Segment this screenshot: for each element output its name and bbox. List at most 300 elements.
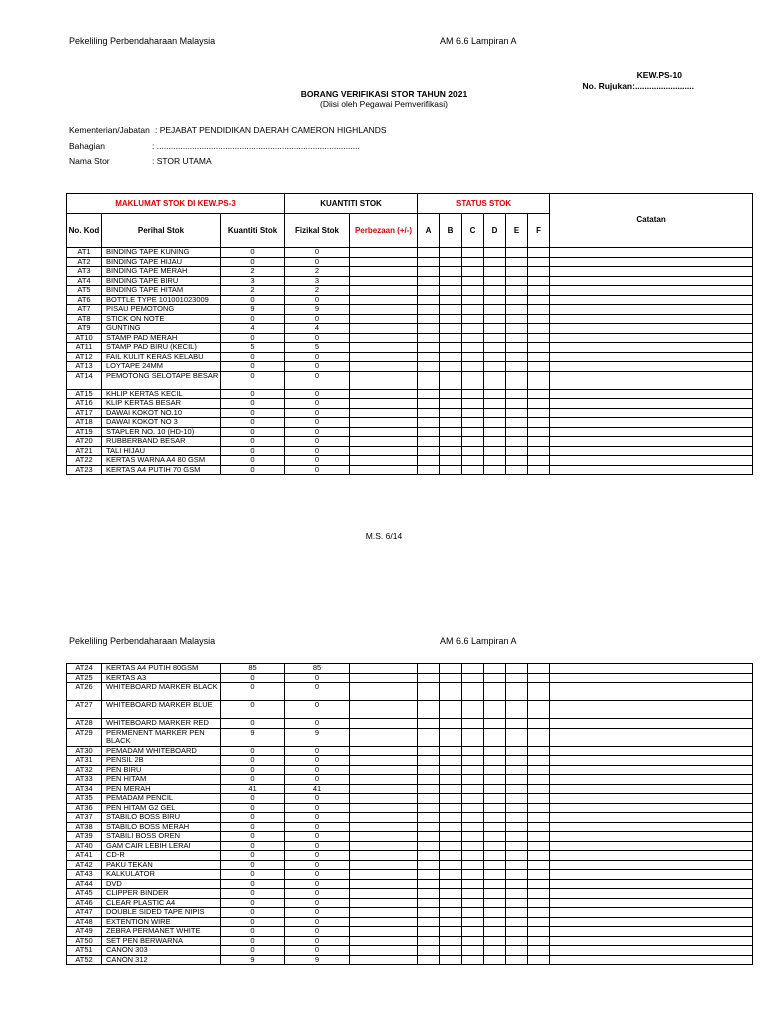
- stock-quantity: 0: [221, 248, 285, 258]
- stock-quantity: 0: [221, 295, 285, 305]
- item-description: STAPLER NO. 10 (HD-10): [102, 427, 221, 437]
- status-a-cell: [418, 333, 440, 343]
- status-e-cell: [506, 784, 528, 794]
- item-description: BOTTLE TYPE 101001023009: [102, 295, 221, 305]
- status-b-cell: [440, 427, 462, 437]
- item-code: AT27: [67, 701, 102, 719]
- difference-cell: [350, 879, 418, 889]
- difference-cell: [350, 352, 418, 362]
- status-c-cell: [462, 673, 484, 683]
- notes-cell: [550, 389, 753, 399]
- item-description: KERTAS A4 PUTIH 80GSM: [102, 664, 221, 674]
- item-code: AT7: [67, 305, 102, 315]
- item-description: FAIL KULIT KERAS KELABU: [102, 352, 221, 362]
- table-row: [67, 936, 753, 946]
- store-label: Nama Stor: [69, 156, 110, 166]
- status-d-cell: [484, 784, 506, 794]
- status-e-cell: [506, 673, 528, 683]
- status-a-cell: [418, 314, 440, 324]
- status-e-cell: [506, 333, 528, 343]
- item-description: WHITEBOARD MARKER RED: [102, 719, 221, 729]
- status-b-cell: [440, 673, 462, 683]
- status-c-cell: [462, 728, 484, 746]
- status-c-cell: [462, 719, 484, 729]
- item-code: AT24: [67, 664, 102, 674]
- appendix-header: AM 6.6 Lampiran A: [440, 36, 517, 46]
- status-e-cell: [506, 889, 528, 899]
- status-e-cell: [506, 362, 528, 372]
- notes-cell: [550, 728, 753, 746]
- status-f-cell: [528, 917, 550, 927]
- notes-cell: [550, 352, 753, 362]
- status-a-cell: [418, 418, 440, 428]
- stock-rows-page-2: [67, 664, 753, 965]
- status-c-cell: [462, 908, 484, 918]
- circular-header: Pekeliling Perbendaharaan Malaysia: [69, 636, 216, 646]
- physical-quantity: 0: [285, 719, 350, 729]
- status-b-cell: [440, 701, 462, 719]
- status-e-cell: [506, 427, 528, 437]
- notes-cell: [550, 879, 753, 889]
- stock-verification-table-continued: [66, 663, 753, 965]
- table-row: [67, 946, 753, 956]
- item-description: PEN HITAM: [102, 775, 221, 785]
- status-a-cell: [418, 352, 440, 362]
- table-row: [67, 399, 753, 409]
- status-c-cell: [462, 927, 484, 937]
- item-code: AT45: [67, 889, 102, 899]
- ministry-label: Kementerian/Jabatan: [69, 125, 150, 135]
- status-a-cell: [418, 927, 440, 937]
- status-b-cell: [440, 295, 462, 305]
- notes-cell: [550, 437, 753, 447]
- notes-cell: [550, 860, 753, 870]
- item-description: TALI HIJAU: [102, 446, 221, 456]
- status-a-cell: [418, 673, 440, 683]
- notes-cell: [550, 446, 753, 456]
- difference-cell: [350, 822, 418, 832]
- notes-cell: [550, 822, 753, 832]
- table-row: [67, 908, 753, 918]
- status-f-cell: [528, 286, 550, 296]
- status-a-cell: [418, 955, 440, 965]
- item-description: PEMADAM PENCIL: [102, 794, 221, 804]
- table-row: [67, 314, 753, 324]
- status-c-cell: [462, 756, 484, 766]
- status-d-cell: [484, 257, 506, 267]
- physical-quantity: 0: [285, 936, 350, 946]
- status-f-cell: [528, 889, 550, 899]
- notes-cell: [550, 465, 753, 475]
- status-d-cell: [484, 276, 506, 286]
- physical-header: Fizikal Stok: [285, 214, 350, 248]
- physical-quantity: 0: [285, 746, 350, 756]
- status-b-header: B: [440, 214, 462, 248]
- status-d-cell: [484, 701, 506, 719]
- table-row: [67, 955, 753, 965]
- notes-cell: [550, 664, 753, 674]
- notes-cell: [550, 946, 753, 956]
- store-value: : STOR UTAMA: [152, 156, 212, 166]
- item-code: AT15: [67, 389, 102, 399]
- status-e-cell: [506, 860, 528, 870]
- physical-quantity: 0: [285, 408, 350, 418]
- status-a-cell: [418, 362, 440, 372]
- status-e-cell: [506, 324, 528, 334]
- item-code: AT33: [67, 775, 102, 785]
- notes-cell: [550, 371, 753, 389]
- status-e-cell: [506, 664, 528, 674]
- difference-cell: [350, 851, 418, 861]
- physical-quantity: 0: [285, 889, 350, 899]
- difference-cell: [350, 276, 418, 286]
- status-b-cell: [440, 437, 462, 447]
- status-b-cell: [440, 822, 462, 832]
- notes-cell: [550, 314, 753, 324]
- status-d-cell: [484, 465, 506, 475]
- item-code: AT52: [67, 955, 102, 965]
- status-b-cell: [440, 683, 462, 701]
- item-code: AT3: [67, 267, 102, 277]
- status-a-cell: [418, 870, 440, 880]
- stock-quantity: 0: [221, 362, 285, 372]
- stock-qty-header: Kuantiti Stok: [221, 214, 285, 248]
- status-e-cell: [506, 746, 528, 756]
- status-b-cell: [440, 719, 462, 729]
- stock-quantity: 0: [221, 765, 285, 775]
- table-row: [67, 333, 753, 343]
- stock-quantity: 0: [221, 683, 285, 701]
- difference-cell: [350, 446, 418, 456]
- table-row: [67, 719, 753, 729]
- status-e-cell: [506, 408, 528, 418]
- status-d-cell: [484, 917, 506, 927]
- table-row: [67, 898, 753, 908]
- difference-cell: [350, 399, 418, 409]
- stock-quantity: 0: [221, 851, 285, 861]
- physical-quantity: 0: [285, 898, 350, 908]
- status-d-cell: [484, 851, 506, 861]
- status-b-cell: [440, 664, 462, 674]
- difference-cell: [350, 437, 418, 447]
- status-f-cell: [528, 446, 550, 456]
- status-b-cell: [440, 324, 462, 334]
- status-a-cell: [418, 389, 440, 399]
- status-e-cell: [506, 305, 528, 315]
- status-a-cell: [418, 456, 440, 466]
- item-code: AT20: [67, 437, 102, 447]
- status-d-cell: [484, 305, 506, 315]
- status-c-cell: [462, 248, 484, 258]
- status-e-cell: [506, 822, 528, 832]
- status-c-cell: [462, 314, 484, 324]
- status-f-cell: [528, 343, 550, 353]
- status-d-cell: [484, 765, 506, 775]
- stock-info-group-header: MAKLUMAT STOK DI KEW.PS-3: [67, 194, 285, 214]
- notes-cell: [550, 276, 753, 286]
- status-d-cell: [484, 286, 506, 296]
- status-f-cell: [528, 803, 550, 813]
- status-e-cell: [506, 371, 528, 389]
- physical-quantity: 0: [285, 257, 350, 267]
- status-b-cell: [440, 813, 462, 823]
- status-e-cell: [506, 908, 528, 918]
- notes-cell: [550, 408, 753, 418]
- notes-cell: [550, 832, 753, 842]
- quantity-group-header: KUANTITI STOK: [285, 194, 418, 214]
- status-f-cell: [528, 399, 550, 409]
- status-d-cell: [484, 879, 506, 889]
- status-a-cell: [418, 851, 440, 861]
- item-code: AT29: [67, 728, 102, 746]
- stock-quantity: 2: [221, 267, 285, 277]
- item-code: AT34: [67, 784, 102, 794]
- item-header: Perihal Stok: [102, 214, 221, 248]
- status-f-cell: [528, 841, 550, 851]
- status-e-cell: [506, 879, 528, 889]
- status-d-cell: [484, 333, 506, 343]
- status-c-cell: [462, 870, 484, 880]
- difference-cell: [350, 418, 418, 428]
- item-description: PEN HITAM G2 GEL: [102, 803, 221, 813]
- physical-quantity: 0: [285, 352, 350, 362]
- stock-quantity: 0: [221, 813, 285, 823]
- status-a-cell: [418, 917, 440, 927]
- status-d-cell: [484, 408, 506, 418]
- notes-cell: [550, 813, 753, 823]
- stock-quantity: 0: [221, 446, 285, 456]
- difference-cell: [350, 314, 418, 324]
- notes-cell: [550, 927, 753, 937]
- status-b-cell: [440, 362, 462, 372]
- item-description: BINDING TAPE MERAH: [102, 267, 221, 277]
- item-code: AT19: [67, 427, 102, 437]
- status-c-cell: [462, 813, 484, 823]
- notes-cell: [550, 851, 753, 861]
- item-description: CANON 303: [102, 946, 221, 956]
- physical-quantity: 85: [285, 664, 350, 674]
- item-code: AT8: [67, 314, 102, 324]
- stock-quantity: 0: [221, 832, 285, 842]
- code-header: No. Kod: [67, 214, 102, 248]
- status-f-cell: [528, 673, 550, 683]
- status-a-cell: [418, 295, 440, 305]
- item-description: ZEBRA PERMANET WHITE: [102, 927, 221, 937]
- status-e-cell: [506, 917, 528, 927]
- item-code: AT12: [67, 352, 102, 362]
- item-description: BINDING TAPE KUNING: [102, 248, 221, 258]
- stock-quantity: 0: [221, 879, 285, 889]
- item-code: AT48: [67, 917, 102, 927]
- physical-quantity: 0: [285, 465, 350, 475]
- item-code: AT17: [67, 408, 102, 418]
- status-c-cell: [462, 746, 484, 756]
- status-a-cell: [418, 746, 440, 756]
- status-c-cell: [462, 427, 484, 437]
- notes-cell: [550, 456, 753, 466]
- item-code: AT26: [67, 683, 102, 701]
- status-e-cell: [506, 955, 528, 965]
- stock-quantity: 0: [221, 889, 285, 899]
- status-f-cell: [528, 362, 550, 372]
- status-f-cell: [528, 257, 550, 267]
- status-c-cell: [462, 841, 484, 851]
- physical-quantity: 0: [285, 446, 350, 456]
- status-c-cell: [462, 286, 484, 296]
- item-code: AT51: [67, 946, 102, 956]
- stock-quantity: 0: [221, 936, 285, 946]
- difference-cell: [350, 324, 418, 334]
- status-b-cell: [440, 276, 462, 286]
- status-b-cell: [440, 333, 462, 343]
- table-row: [67, 756, 753, 766]
- table-row: [67, 248, 753, 258]
- table-row: [67, 465, 753, 475]
- item-code: AT32: [67, 765, 102, 775]
- status-a-cell: [418, 446, 440, 456]
- stock-quantity: 0: [221, 408, 285, 418]
- status-d-cell: [484, 936, 506, 946]
- status-f-cell: [528, 860, 550, 870]
- table-row: [67, 305, 753, 315]
- status-b-cell: [440, 908, 462, 918]
- difference-cell: [350, 305, 418, 315]
- physical-quantity: 0: [285, 399, 350, 409]
- status-f-cell: [528, 664, 550, 674]
- physical-quantity: 2: [285, 286, 350, 296]
- status-c-cell: [462, 362, 484, 372]
- physical-quantity: 41: [285, 784, 350, 794]
- stock-quantity: 0: [221, 756, 285, 766]
- stock-quantity: 0: [221, 898, 285, 908]
- physical-quantity: 0: [285, 841, 350, 851]
- difference-cell: [350, 664, 418, 674]
- physical-quantity: 9: [285, 305, 350, 315]
- table-row: [67, 728, 753, 746]
- notes-cell: [550, 765, 753, 775]
- status-e-cell: [506, 728, 528, 746]
- status-d-cell: [484, 841, 506, 851]
- difference-cell: [350, 267, 418, 277]
- physical-quantity: 9: [285, 955, 350, 965]
- status-a-cell: [418, 841, 440, 851]
- status-d-cell: [484, 343, 506, 353]
- stock-quantity: 0: [221, 673, 285, 683]
- difference-cell: [350, 889, 418, 899]
- status-a-cell: [418, 701, 440, 719]
- stock-quantity: 0: [221, 908, 285, 918]
- notes-cell: [550, 248, 753, 258]
- notes-cell: [550, 295, 753, 305]
- status-f-cell: [528, 927, 550, 937]
- notes-cell: [550, 775, 753, 785]
- table-row: [67, 775, 753, 785]
- status-f-cell: [528, 756, 550, 766]
- status-e-cell: [506, 794, 528, 804]
- stock-quantity: 0: [221, 465, 285, 475]
- status-f-cell: [528, 333, 550, 343]
- table-row: [67, 664, 753, 674]
- difference-cell: [350, 371, 418, 389]
- table-row: [67, 813, 753, 823]
- difference-cell: [350, 456, 418, 466]
- item-description: WHITEBOARD MARKER BLUE: [102, 701, 221, 719]
- status-c-cell: [462, 794, 484, 804]
- table-row: [67, 860, 753, 870]
- status-c-cell: [462, 276, 484, 286]
- status-d-cell: [484, 898, 506, 908]
- table-row: [67, 343, 753, 353]
- table-row: [67, 683, 753, 701]
- stock-quantity: 41: [221, 784, 285, 794]
- status-c-cell: [462, 418, 484, 428]
- status-d-cell: [484, 683, 506, 701]
- item-description: KERTAS A3: [102, 673, 221, 683]
- table-row: [67, 870, 753, 880]
- status-b-cell: [440, 832, 462, 842]
- status-c-cell: [462, 832, 484, 842]
- status-d-cell: [484, 870, 506, 880]
- stock-quantity: 9: [221, 955, 285, 965]
- item-description: LOYTAPE 24MM: [102, 362, 221, 372]
- status-d-cell: [484, 267, 506, 277]
- table-row: [67, 324, 753, 334]
- stock-quantity: 85: [221, 664, 285, 674]
- status-f-cell: [528, 908, 550, 918]
- difference-cell: [350, 841, 418, 851]
- table-row: [67, 746, 753, 756]
- status-b-cell: [440, 927, 462, 937]
- physical-quantity: 0: [285, 803, 350, 813]
- status-e-cell: [506, 775, 528, 785]
- notes-cell: [550, 917, 753, 927]
- stock-quantity: 0: [221, 794, 285, 804]
- status-d-cell: [484, 813, 506, 823]
- difference-cell: [350, 248, 418, 258]
- notes-cell: [550, 955, 753, 965]
- status-c-cell: [462, 683, 484, 701]
- status-a-cell: [418, 324, 440, 334]
- table-row: [67, 408, 753, 418]
- physical-quantity: 0: [285, 248, 350, 258]
- item-code: AT43: [67, 870, 102, 880]
- notes-cell: [550, 841, 753, 851]
- page-number: M.S. 6/14: [365, 531, 403, 541]
- item-description: PERMENENT MARKER PEN BLACK: [102, 728, 221, 746]
- status-b-cell: [440, 314, 462, 324]
- item-description: GUNTING: [102, 324, 221, 334]
- status-f-cell: [528, 305, 550, 315]
- table-row: [67, 794, 753, 804]
- physical-quantity: 0: [285, 927, 350, 937]
- difference-cell: [350, 333, 418, 343]
- stock-quantity: 0: [221, 946, 285, 956]
- item-code: AT41: [67, 851, 102, 861]
- status-a-cell: [418, 889, 440, 899]
- stock-rows-page-1: [67, 248, 753, 475]
- status-e-cell: [506, 437, 528, 447]
- status-a-cell: [418, 267, 440, 277]
- status-d-cell: [484, 427, 506, 437]
- status-a-cell: [418, 408, 440, 418]
- physical-quantity: 0: [285, 362, 350, 372]
- notes-cell: [550, 418, 753, 428]
- status-b-cell: [440, 784, 462, 794]
- item-code: AT35: [67, 794, 102, 804]
- difference-cell: [350, 257, 418, 267]
- status-b-cell: [440, 860, 462, 870]
- status-a-cell: [418, 775, 440, 785]
